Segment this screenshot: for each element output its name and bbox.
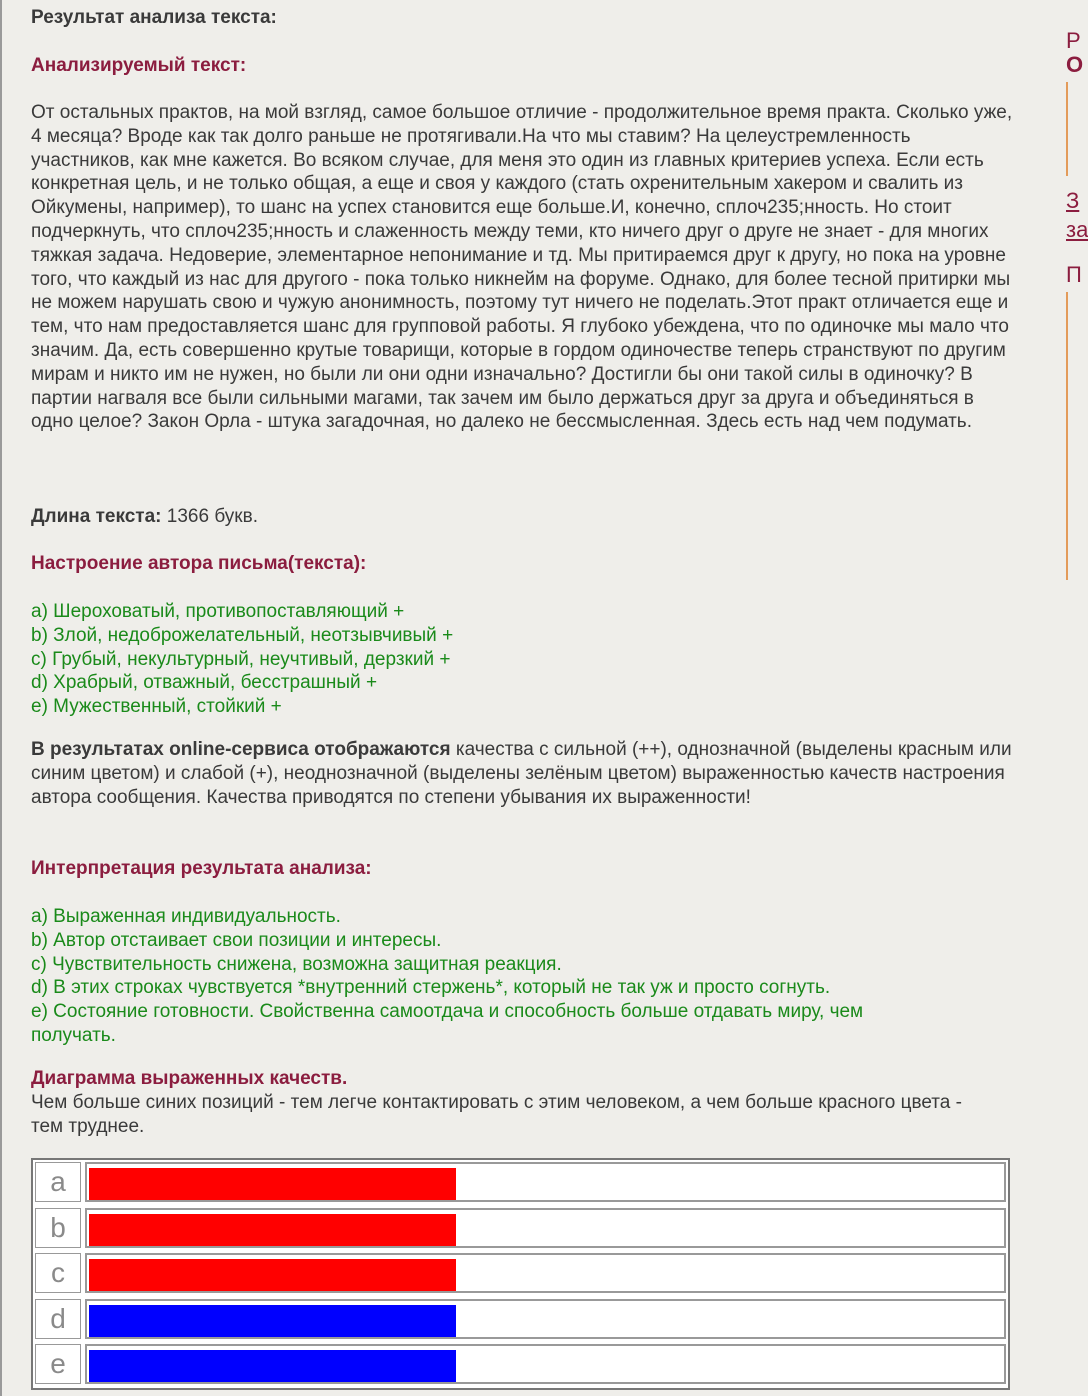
diagram-bar-b — [89, 1214, 456, 1246]
text-length-value: 1366 букв. — [161, 506, 258, 527]
diagram-bar-track — [85, 1344, 1006, 1384]
diagram-row-label: a — [35, 1162, 81, 1202]
diagram-bar-track — [85, 1208, 1006, 1248]
interpretation-heading: Интерпретация результата анализа: — [31, 858, 372, 879]
diagram-bar-e — [89, 1350, 456, 1382]
diagram-row-label: b — [35, 1208, 81, 1248]
interpretation-list — [31, 905, 1016, 1048]
mood-item: b) Злой, недоброжелательный, неотзывчивый + — [31, 624, 454, 646]
mood-item: e) Мужественный, стойкий + — [31, 696, 282, 718]
diagram-bar-d — [89, 1305, 456, 1337]
diagram-row-e — [33, 1342, 1008, 1388]
diagram-row-d — [33, 1297, 1008, 1343]
mood-item: a) Шероховатый, противопоставляющий + — [31, 601, 405, 622]
sidebar-text-fragment: Р — [1066, 28, 1081, 53]
diagram-row-b — [33, 1206, 1008, 1252]
diagram-bar-track — [85, 1162, 1006, 1202]
diagram-row-label: e — [35, 1344, 81, 1384]
sidebar-accent-rule — [1066, 82, 1068, 176]
diagram-bar-track — [85, 1299, 1006, 1339]
diagram-heading: Диаграмма выраженных качеств. — [31, 1068, 348, 1089]
mood-list — [31, 600, 453, 719]
diagram-bar-a — [89, 1168, 456, 1200]
text-length — [31, 505, 258, 529]
text-length-label: Длина текста: — [31, 506, 162, 527]
sidebar-accent-rule — [1066, 292, 1068, 580]
diagram-note: Чем больше синих позиций - тем легче контактировать с этим человеком, а чем больше красного цвета - тем труднее. — [31, 1092, 962, 1137]
sidebar-fragment — [1062, 0, 1088, 1396]
interpretation-item: c) Чувствительность снижена, возможна защитная реакция. — [31, 953, 562, 975]
diagram-bar-c — [89, 1259, 456, 1291]
mood-heading: Настроение автора письма(текста): — [31, 553, 367, 574]
interpretation-item: e) Состояние готовности. Свойственна самоотдача и способность больше отдавать миру, чем получать. — [31, 1001, 864, 1046]
interpretation-item: d) В этих строках чувствуется *внутренний стержень*, который не так уж и просто согнуть. — [31, 977, 831, 999]
results-note — [31, 738, 1016, 809]
analyzed-text-heading: Анализируемый текст: — [31, 55, 247, 76]
mood-item: c) Грубый, некультурный, неучтивый, дерзкий + — [31, 648, 451, 670]
diagram-row-a — [33, 1160, 1008, 1206]
sidebar-title-fragment: О — [1066, 52, 1084, 77]
sidebar-text-fragment: П — [1066, 262, 1082, 287]
interpretation-item: b) Автор отстаивает свои позиции и интересы. — [31, 929, 442, 951]
result-heading: Результат анализа текста: — [31, 7, 277, 28]
results-note-bold: В результатах online-сервиса отображаются — [31, 739, 451, 760]
diagram-row-label: c — [35, 1253, 81, 1293]
analyzed-text: От остальных практов, на мой взгляд, самое большое отличие - продолжительное время практа. Сколько уже, 4 месяца? Вроде как так долго раньше не протягивали.На что мы ставим? На целеустремленность участников, как мне кажется. Во всяком случае, для меня это один из главных критериев успеха. Если есть конкретная цель, и не только общая, а еще и своя у каждого (стать охренительным хакером и свалить из Ойкумены, например), то шанс на успех становится еще больше.И, конечно, сплоч235;нность. Но стоит подчеркнуть, что сплоч235;нность и слаженность между теми, кто ничего друг о друге не знает - для многих тяжкая задача. Недоверие, элементарное непонимание и тд. Мы притираемся друг к другу, но пока на уровне того, что каждый из нас для другого - пока только никнейм на форуме. Однако, для более тесной притирки мы не можем нарушать свою и чужую анонимность, поэтому тут ничего не поделать.Этот практ отличается еще и тем, что нам предоставляется шанс для групповой работы. Я глубоко убеждена, что по одиночке мы мало что значим. Да, есть совершенно крутые товарищи, которые в гордом одиночестве теперь странствуют по другим мирам и никто им не нужен, но были ли они одни изначально? Достигли бы они такой силы в одиночку? В партии нагваля все были сильными магами, так зачем им было держаться друг за друга и объединяться в одно целое? Закон Орла - штука загадочная, но далеко не бессмысленная. Здесь есть над чем подумать. — [31, 102, 1013, 433]
diagram-row-c — [33, 1251, 1008, 1297]
sidebar-link-fragment[interactable]: за — [1066, 217, 1088, 242]
page-left-border — [0, 0, 2, 1396]
mood-item: d) Храбрый, отважный, бесстрашный + — [31, 672, 378, 694]
results-note-text: качества с сильной (++), однозначной (выделены красным или синим цветом) и слабой (+), неоднозначной (выделены зелёным цветом) выраженностью качеств настроения автора сообщения. Качества приводятся по степени убывания их выраженности! — [31, 739, 1012, 808]
diagram-bar-track — [85, 1253, 1006, 1293]
sidebar-link-fragment[interactable]: З — [1066, 188, 1080, 213]
diagram-row-label: d — [35, 1299, 81, 1339]
qualities-diagram — [31, 1158, 1010, 1390]
interpretation-item: a) Выраженная индивидуальность. — [31, 906, 341, 927]
